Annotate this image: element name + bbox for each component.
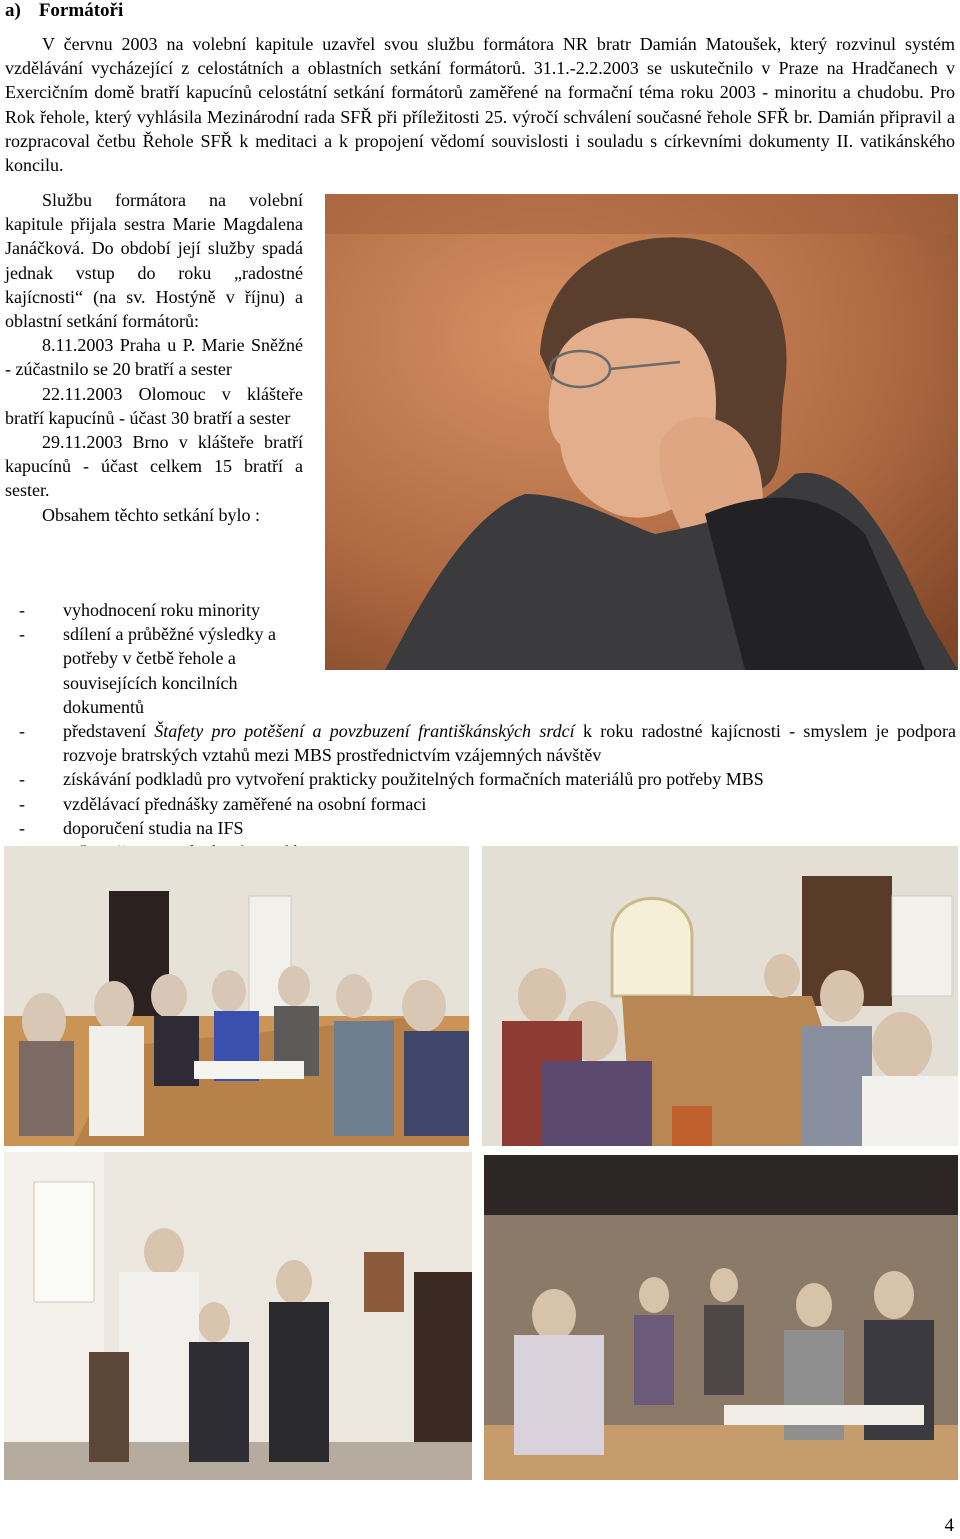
section-heading [5, 0, 123, 22]
meeting-brno: 29.11.2003 Brno v klášteře bratří kapucínů - účast celkem 15 bratří a sester. [5, 432, 303, 501]
list-item-text: k roku radostné kajícnosti - smyslem je podpora rozvoje bratrských vztahů mezi MBS prostřednictvím vzájemných návštěv [63, 721, 957, 766]
list-dash: - [19, 721, 25, 742]
list-item [5, 792, 960, 816]
content-intro: Obsahem těchto setkání bylo : [42, 504, 260, 525]
list-dash: - [19, 769, 25, 790]
list-item-text: doporučení studia na IFS [63, 817, 244, 838]
group-photo-4 [484, 1155, 958, 1480]
portrait-photo [325, 194, 958, 670]
list-dash: - [19, 600, 25, 620]
list-item [5, 767, 960, 791]
list-item-text: vzdělávací přednášky zaměřené na osobní formaci [63, 793, 427, 814]
intro-paragraph: V červnu 2003 na volební kapitule uzavřel svou službu formátora NR bratr Damián Matoušek, který rozvinul systém vzdělávání vycházející z celostátních a oblastních setkání formátorů. 31.1.-2.2.2003 se uskutečnilo v Praze na Hradčanech v Exercičním domě bratří kapucínů celostátní setkání formátorů zaměřené na formační téma roku 2003 - minoritu a chudobu. Pro Rok řehole, který vyhlásila Mezinárodní rada SFŘ při příležitosti 25. výročí schválení současné řehole SFŘ br. Damián připravil a rozpracoval četbu Řehole SFŘ k meditaci a k propojení vědomí souvislosti i souladu s církevními dokumenty II. vatikánského koncilu. [5, 34, 955, 176]
section-title: Formátoři [38, 0, 124, 21]
list-item-text: získávání podkladů pro vytvoření prakticky použitelných formačních materiálů pro potřeby MBS [63, 769, 764, 790]
group-photo-1 [4, 846, 469, 1146]
meeting-prague: 8.11.2003 Praha u P. Marie Sněžné - zúčastnilo se 20 bratří a sester [5, 335, 303, 380]
list-item-text: sdílení a průběžné výsledky a potřeby v četbě řehole a souvisejících koncilních dokumentů [63, 624, 276, 717]
list-item-text: představení [63, 721, 155, 742]
list-item [5, 622, 307, 719]
service-paragraph: Službu formátora na volební kapitule přijala sestra Marie Magdalena Janáčková. Do období její služby spadá jednak vstup do roku „radostné kajícnosti“ (na sv. Hostýně v říjnu) a oblastní setkání formátorů: [5, 190, 303, 332]
list-item [5, 719, 960, 767]
list-dash: - [19, 624, 25, 645]
section-letter: a) [5, 0, 21, 21]
list-item-text: vyhodnocení roku minority [63, 600, 260, 620]
group-photo-3 [4, 1152, 472, 1480]
page-number: 4 [944, 1515, 954, 1536]
left-column [5, 188, 303, 527]
italic-title: Štafety pro potěšení a povzbuzení františkánských srdcí [154, 721, 575, 742]
group-photo-2 [482, 846, 958, 1146]
list-item [5, 816, 960, 840]
list-dash: - [19, 817, 25, 838]
list-dash: - [19, 793, 25, 814]
meeting-olomouc: 22.11.2003 Olomouc v klášteře bratří kapucínů - účast 30 bratří a sester [5, 383, 303, 428]
